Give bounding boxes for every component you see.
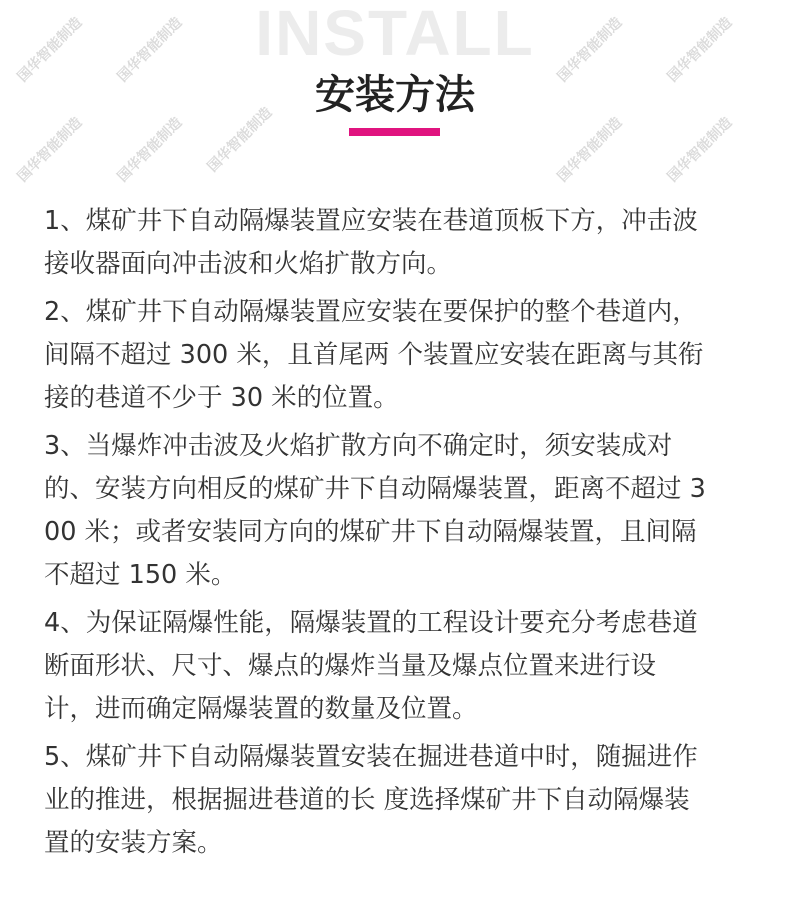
page-title: 安装方法 — [315, 72, 475, 118]
paragraph-3 — [44, 425, 754, 597]
paragraph-2 — [44, 291, 754, 420]
text-line: 的、安装方向相反的煤矿井下自动隔爆装置，距离不超过 3 — [44, 474, 706, 504]
watermark: 国华智能制造 — [204, 104, 276, 176]
watermark: 国华智能制造 — [114, 14, 186, 86]
text-line: 接的巷道不少于 30 米的位置。 — [44, 383, 399, 413]
title-underline — [349, 128, 440, 136]
text-line: 业的推进，根据掘进巷道的长 度选择煤矿井下自动隔爆装 — [44, 785, 690, 815]
watermark: 国华智能制造 — [114, 114, 186, 186]
text-line: 计，进而确定隔爆装置的数量及位置。 — [44, 694, 478, 724]
text-line: 1、煤矿井下自动隔爆装置应安装在巷道顶板下方，冲击波 — [44, 206, 698, 236]
watermark: 国华智能制造 — [664, 114, 736, 186]
install-instructions — [44, 200, 754, 870]
watermark: 国华智能制造 — [664, 14, 736, 86]
watermark: 国华智能制造 — [554, 114, 626, 186]
text-line: 3、当爆炸冲击波及火焰扩散方向不确定时，须安装成对 — [44, 431, 673, 461]
text-line: 00 米；或者安装同方向的煤矿井下自动隔爆装置，且间隔 — [44, 517, 697, 547]
paragraph-1 — [44, 200, 754, 286]
watermark: 国华智能制造 — [14, 14, 86, 86]
paragraph-5 — [44, 736, 754, 865]
text-line: 2、煤矿井下自动隔爆装置应安装在要保护的整个巷道内， — [44, 297, 698, 327]
text-line: 断面形状、尺寸、爆点的爆炸当量及爆点位置来进行设 — [44, 651, 657, 681]
text-line: 接收器面向冲击波和火焰扩散方向。 — [44, 249, 453, 279]
text-line: 间隔不超过 300 米，且首尾两 个装置应安装在距离与其衔 — [44, 340, 704, 370]
text-line: 置的安装方案。 — [44, 828, 223, 858]
text-line: 4、为保证隔爆性能，隔爆装置的工程设计要充分考虑巷道 — [44, 608, 698, 638]
watermark: 国华智能制造 — [554, 14, 626, 86]
text-line: 5、煤矿井下自动隔爆装置安装在掘进巷道中时，随掘进作 — [44, 742, 698, 772]
watermark: 国华智能制造 — [14, 114, 86, 186]
background-word: INSTALL — [255, 0, 535, 69]
text-line: 不超过 150 米。 — [44, 560, 237, 590]
paragraph-4 — [44, 602, 754, 731]
